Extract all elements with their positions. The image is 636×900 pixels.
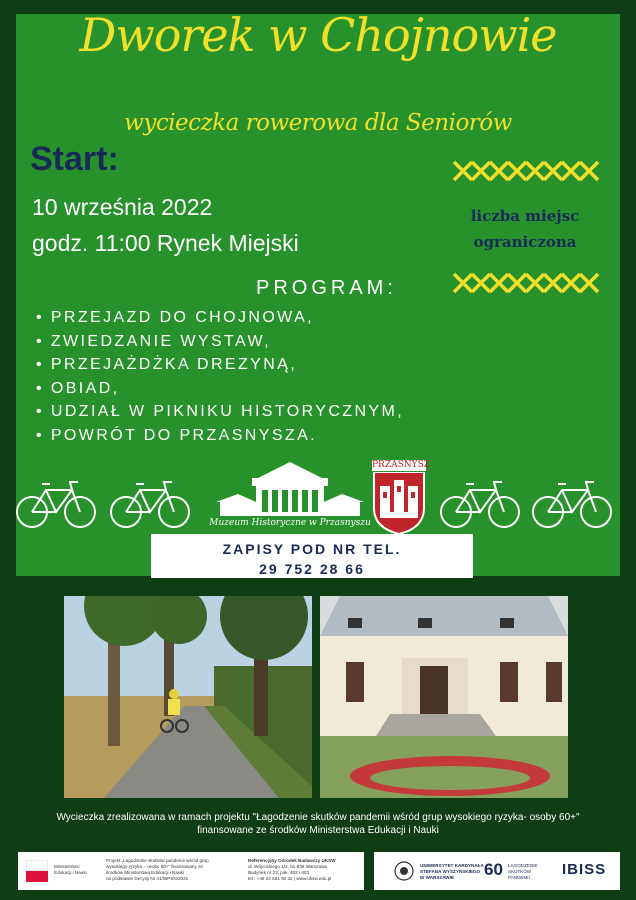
start-time: godz. 11:00 Rynek Miejski: [32, 230, 299, 256]
uni-line-3: W WARSZAWIE: [420, 875, 454, 880]
project-line-3: środków Ministerstwa Edukacji i Nauki: [106, 870, 184, 875]
uni-line-2: STEFANA WYSZYŃSKIEGO: [420, 869, 481, 874]
signup-phone-box: [151, 534, 473, 578]
program-item: • PRZEJAZD DO CHOJNOWA,: [36, 306, 404, 330]
center-line-4: tel.: +48 22 561 90 32 | www.uksw.edu.pl: [248, 876, 332, 881]
start-label: Start:: [30, 140, 119, 178]
center-line-2: ul. Wóycickiego 1/3, 01-938 Warszawa: [248, 864, 327, 869]
przasnysz-crest-icon: [372, 472, 426, 534]
program-title: PROGRAM:: [256, 277, 397, 299]
bicycle-icon: [108, 476, 192, 530]
university-seal-icon: [394, 861, 414, 881]
signup-phone-number: 29 752 28 66: [259, 561, 365, 577]
places-line-2: ograniczona: [473, 233, 577, 251]
limited-places-note: [440, 203, 610, 255]
program-item: • OBIAD,: [36, 377, 404, 401]
poster-title: Dworek w Chojnowie: [79, 8, 557, 62]
places-line-1: liczba miejsc: [470, 207, 580, 225]
program-item: • PRZEJAŻDŻKA DREZYNĄ,: [36, 353, 404, 377]
center-line-1: Referencyjny Ośrodek Badawczy UKSW: [248, 858, 336, 863]
project-caption: [30, 811, 606, 837]
program-list: [36, 306, 404, 448]
ministry-logo-text: [54, 864, 87, 876]
poster-subtitle: wycieczka rowerowa dla Seniorów: [124, 110, 512, 136]
project-line-1: Projekt „Łagodzenie skutków pandemii wśród grup: [106, 858, 209, 863]
ibiss-logo: IBISS: [562, 861, 607, 878]
project-line-2: wysokiego ryzyka – osoby 60+” finansowany ze: [106, 864, 203, 869]
project-line-4: na podstawie Decyzji Nr 41/WPSN/2021: [106, 876, 189, 881]
start-date: 10 września 2022: [32, 194, 213, 220]
crest-label: PRZASNYSZ: [372, 460, 430, 470]
sixty-plus-logo: 60: [484, 860, 503, 879]
caption-line-2: finansowane ze środków Ministerstwa Edukacji i Nauki: [197, 825, 439, 836]
bicycle-icon: [530, 476, 614, 530]
project-info-text: [106, 858, 236, 882]
manor-house-photo: [320, 596, 568, 798]
sponsor-logos-right: [374, 852, 620, 890]
program-item: • UDZIAŁ W PIKNIKU HISTORYCZNYM,: [36, 400, 404, 424]
sixty-line-3: PANDEMII: [508, 875, 530, 880]
program-item: • ZWIEDZANIE WYSTAW,: [36, 330, 404, 354]
bicycle-icon: [438, 476, 522, 530]
university-logo-text: [420, 863, 484, 881]
ministry-line-1: Ministerstwo: [54, 864, 80, 869]
cross-stitch-decoration-bottom: [452, 272, 602, 294]
sixty-line-2: SKUTKÓW: [508, 869, 532, 874]
signup-label: ZAPISY POD NR TEL.: [222, 541, 402, 557]
ministry-line-2: Edukacji i Nauki: [54, 870, 87, 875]
cross-stitch-decoration-top: [452, 160, 602, 182]
center-line-3: Budynek nr 23, pok. 402 i 403: [248, 870, 310, 875]
sixty-plus-text: [508, 863, 538, 881]
uni-line-1: UNIWERSYTET KARDYNAŁA: [420, 863, 484, 868]
caption-line-1: Wycieczka zrealizowana w ramach projektu "Łagodzenie skutków pandemii wśród grup wysokiego ryzyka- osoby 60+": [56, 812, 580, 823]
cyclists-road-photo: [64, 596, 312, 798]
sixty-line-1: ŁAGODZENIE: [508, 863, 538, 868]
bicycle-icon: [14, 476, 98, 530]
research-center-text: [248, 858, 360, 882]
program-item: • POWRÓT DO PRZASNYSZA.: [36, 424, 404, 448]
museum-caption: Muzeum Historyczne w Przasnyszu: [209, 518, 371, 528]
polish-eagle-icon: [26, 860, 48, 882]
sponsor-logos-left: [18, 852, 364, 890]
